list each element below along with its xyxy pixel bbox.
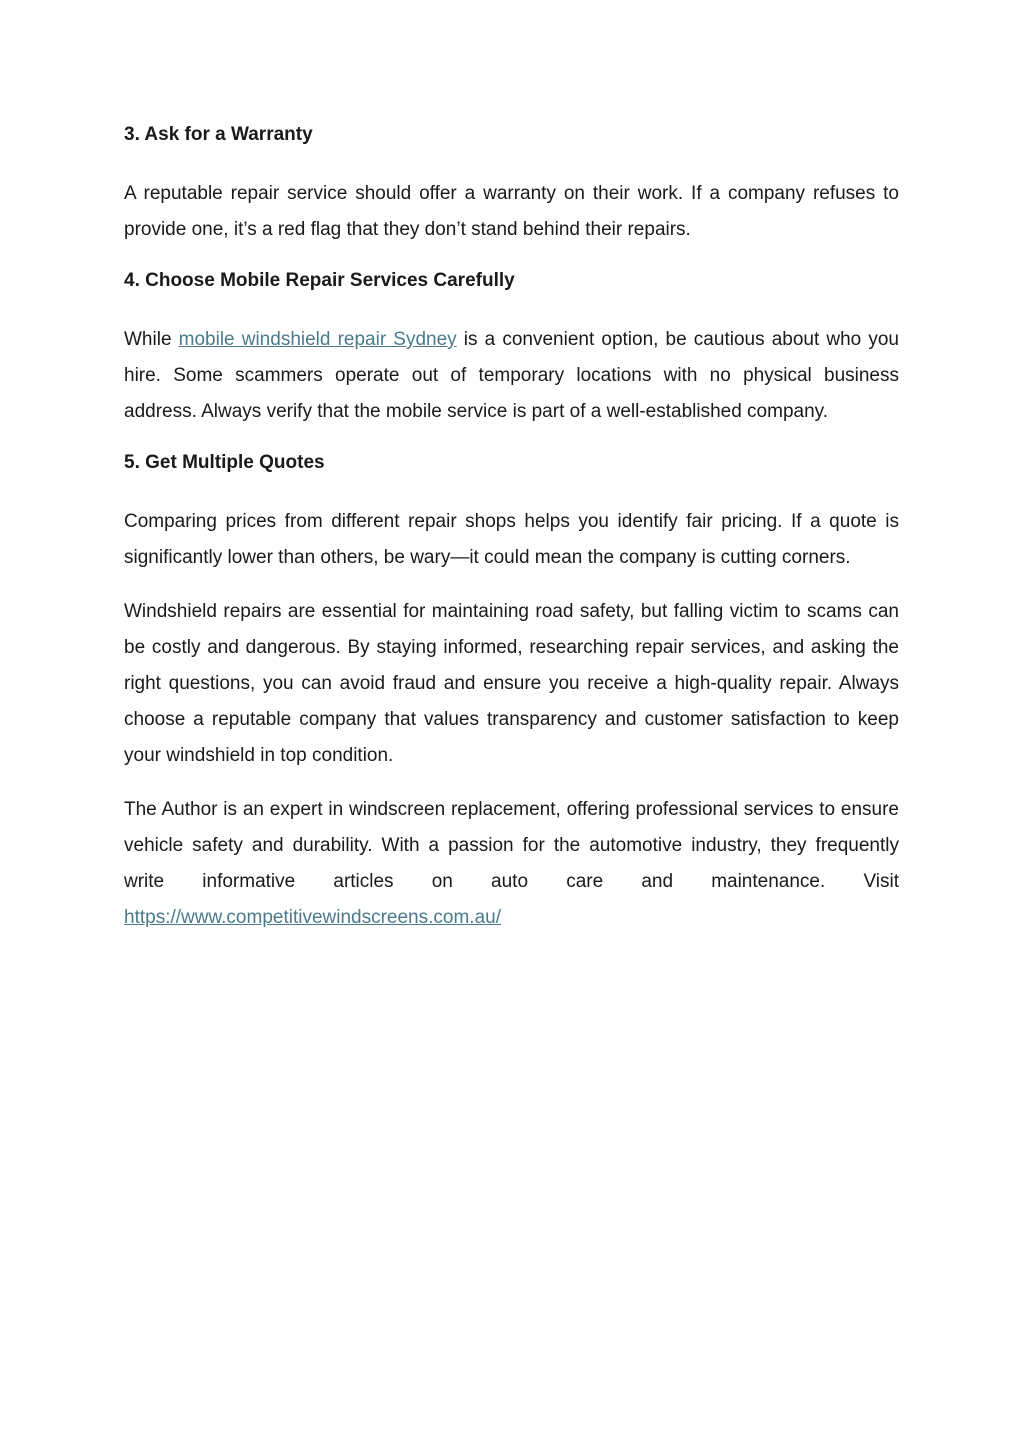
section-heading-quotes: 5. Get Multiple Quotes xyxy=(124,452,325,473)
section-heading-warranty: 3. Ask for a Warranty xyxy=(124,124,313,145)
author-website-link[interactable]: https://www.competitivewindscreens.com.au/ xyxy=(124,907,501,928)
mobile-windshield-repair-link[interactable]: mobile windshield repair Sydney xyxy=(178,329,457,350)
mobile-repair-text-before: While xyxy=(124,329,179,350)
document-content xyxy=(124,120,899,936)
section-body-warranty: A reputable repair service should offer a warranty on their work. If a company refuses to provide one, it’s a red flag that they don’t stand behind their repairs. xyxy=(124,183,899,240)
author-bio-text: The Author is an expert in windscreen replacement, offering professional services to ensure vehicle safety and durability. With a passion for the automotive industry, they frequently write informative articles on auto care and maintenance. Visit xyxy=(124,799,899,892)
section-body-mobile-repair xyxy=(124,322,899,430)
mobile-repair-text-after: is a convenient option, be cautious about who you hire. Some scammers operate out of temporary locations with no physical business address. Always verify that the mobile service is part of a well-established company. xyxy=(124,329,899,422)
section-heading-mobile-repair: 4. Choose Mobile Repair Services Carefully xyxy=(124,270,515,291)
author-bio-paragraph xyxy=(124,792,899,936)
conclusion-paragraph: Windshield repairs are essential for maintaining road safety, but falling victim to scams can be costly and dangerous. By staying informed, researching repair services, and asking the right questions, you can avoid fraud and ensure you receive a high-quality repair. Always choose a reputable company that values transparency and customer satisfaction to keep your windshield in top condition. xyxy=(124,601,899,766)
section-body-quotes: Comparing prices from different repair shops helps you identify fair pricing. If a quote is significantly lower than others, be wary—it could mean the company is cutting corners. xyxy=(124,511,899,568)
